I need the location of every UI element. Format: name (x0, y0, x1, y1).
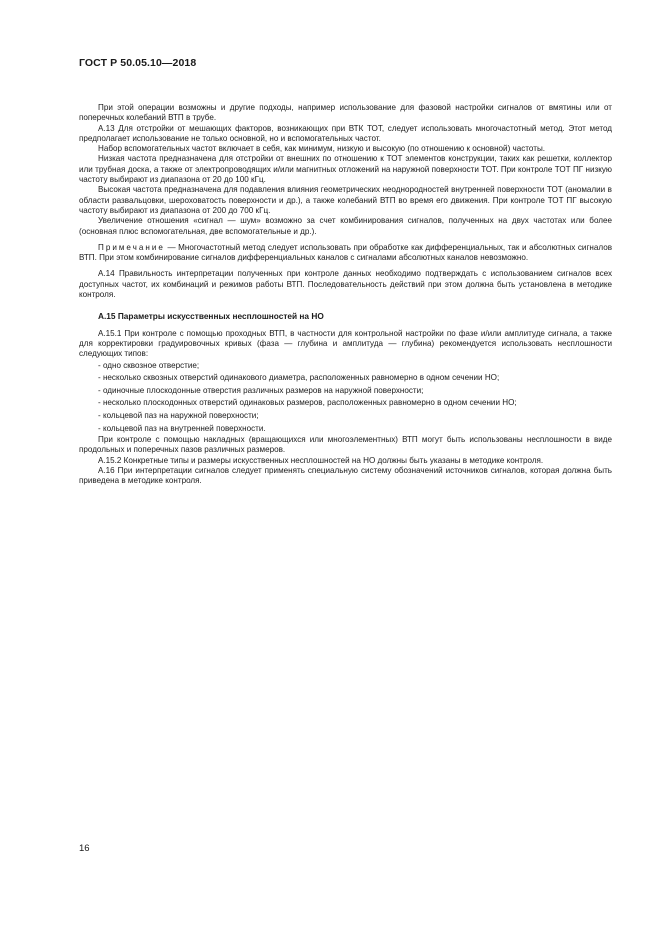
note (79, 243, 612, 264)
list-item: - кольцевой паз на внутренней поверхности. (98, 423, 266, 433)
list-item: - несколько плоскодонных отверстий одинаковых размеров, расположенных равномерно в одном сечении НО; (98, 398, 517, 408)
list-item: - одно сквозное отверстие; (98, 360, 200, 370)
section-title: А.15 Параметры искусственных несплошностей на НО (98, 311, 324, 322)
paragraph: Увеличение отношения «сигнал — шум» возможно за счет комбинирования сигналов, полученных на двух частотах или более (основная плюс вспомогательная, две вспомогательные и др.). (79, 216, 612, 236)
paragraph: При этой операции возможны и другие подходы, например использование для фазовой настройки сигналов от вмятины или от поперечных колебаний ВТП в трубе. (79, 103, 612, 123)
list-item: - одиночные плоскодонные отверстия различных размеров на наружной поверхности; (98, 385, 424, 395)
paragraph-a151: А.15.1 При контроле с помощью проходных ВТП, в частности для контрольной настройки по фазе и/или амплитуде сигнала, а также для корректировки градуировочных кривых (фаза — глубина и амплитуда — глубина) рекомендуется использовать несплошности следующих типов: (79, 328, 612, 359)
document-header: ГОСТ Р 50.05.10—2018 (79, 57, 197, 69)
paragraph: Высокая частота предназначена для подавления влияния геометрических неоднородностей внутренней поверхности ТОТ (аномалии в области развальцовки, шероховатость поверхности и др.), а также колебаний ВТП во время его движения. При контроле ТОТ ПГ высокую частоту выбирают из диапазона от 200 до 700 кГц. (79, 185, 612, 215)
note-text: — Многочастотный метод следует использовать при обработке как дифференциальных, так и абсолютных сигналов ВТП. При этом комбинирование сигналов дифференциальных каналов с сигналами абсолютных каналов невозможно. (79, 242, 612, 263)
paragraph-a14: А.14 Правильность интерпретации полученных при контроле данных необходимо подтверждать с использованием сигналов всех доступных частот, их комбинаций и режимов работы ВТП. Последовательность действий при этом должна быть установлена в методике контроля. (79, 269, 612, 300)
paragraph-a152: А.15.2 Конкретные типы и размеры искусственных несплошностей на НО должны быть указаны в методике контроля. (98, 455, 544, 465)
list-item: - несколько сквозных отверстий одинакового диаметра, расположенных равномерно в одном сечении НО; (98, 373, 500, 383)
list-item: - кольцевой паз на наружной поверхности; (98, 410, 259, 420)
paragraph: При контроле с помощью накладных (вращающихся или многоэлементных) ВТП могут быть использованы несплошности в виде продольных и поперечных пазов различных размеров. (79, 435, 612, 455)
paragraph: Набор вспомогательных частот включает в себя, как минимум, низкую и высокую (по отношению к основной) частоты. (98, 144, 546, 154)
note-label: Примечание (98, 242, 165, 252)
document-body (79, 103, 612, 487)
paragraph: Низкая частота предназначена для отстройки от внешних по отношению к ТОТ элементов конструкции, таких как решетки, коллектор или трубная доска, а также от электропроводящих и/или магнитных отложений на наружной поверхности ТОТ. При контроле ТОТ ПГ низкую частоту выбирают из диапазона от 20 до 100 кГц. (79, 154, 612, 185)
paragraph-a13: А.13 Для отстройки от мешающих факторов, возникающих при ВТК ТОТ, следует использовать многочастотный метод. Этот метод предполагает использование не только основной, но и вспомогательных частот. (79, 123, 612, 143)
paragraph-a16: А.16 При интерпретации сигналов следует применять специальную систему обозначений источников сигналов, которая должна быть приведена в методике контроля. (79, 465, 612, 486)
page-number: 16 (79, 843, 90, 854)
